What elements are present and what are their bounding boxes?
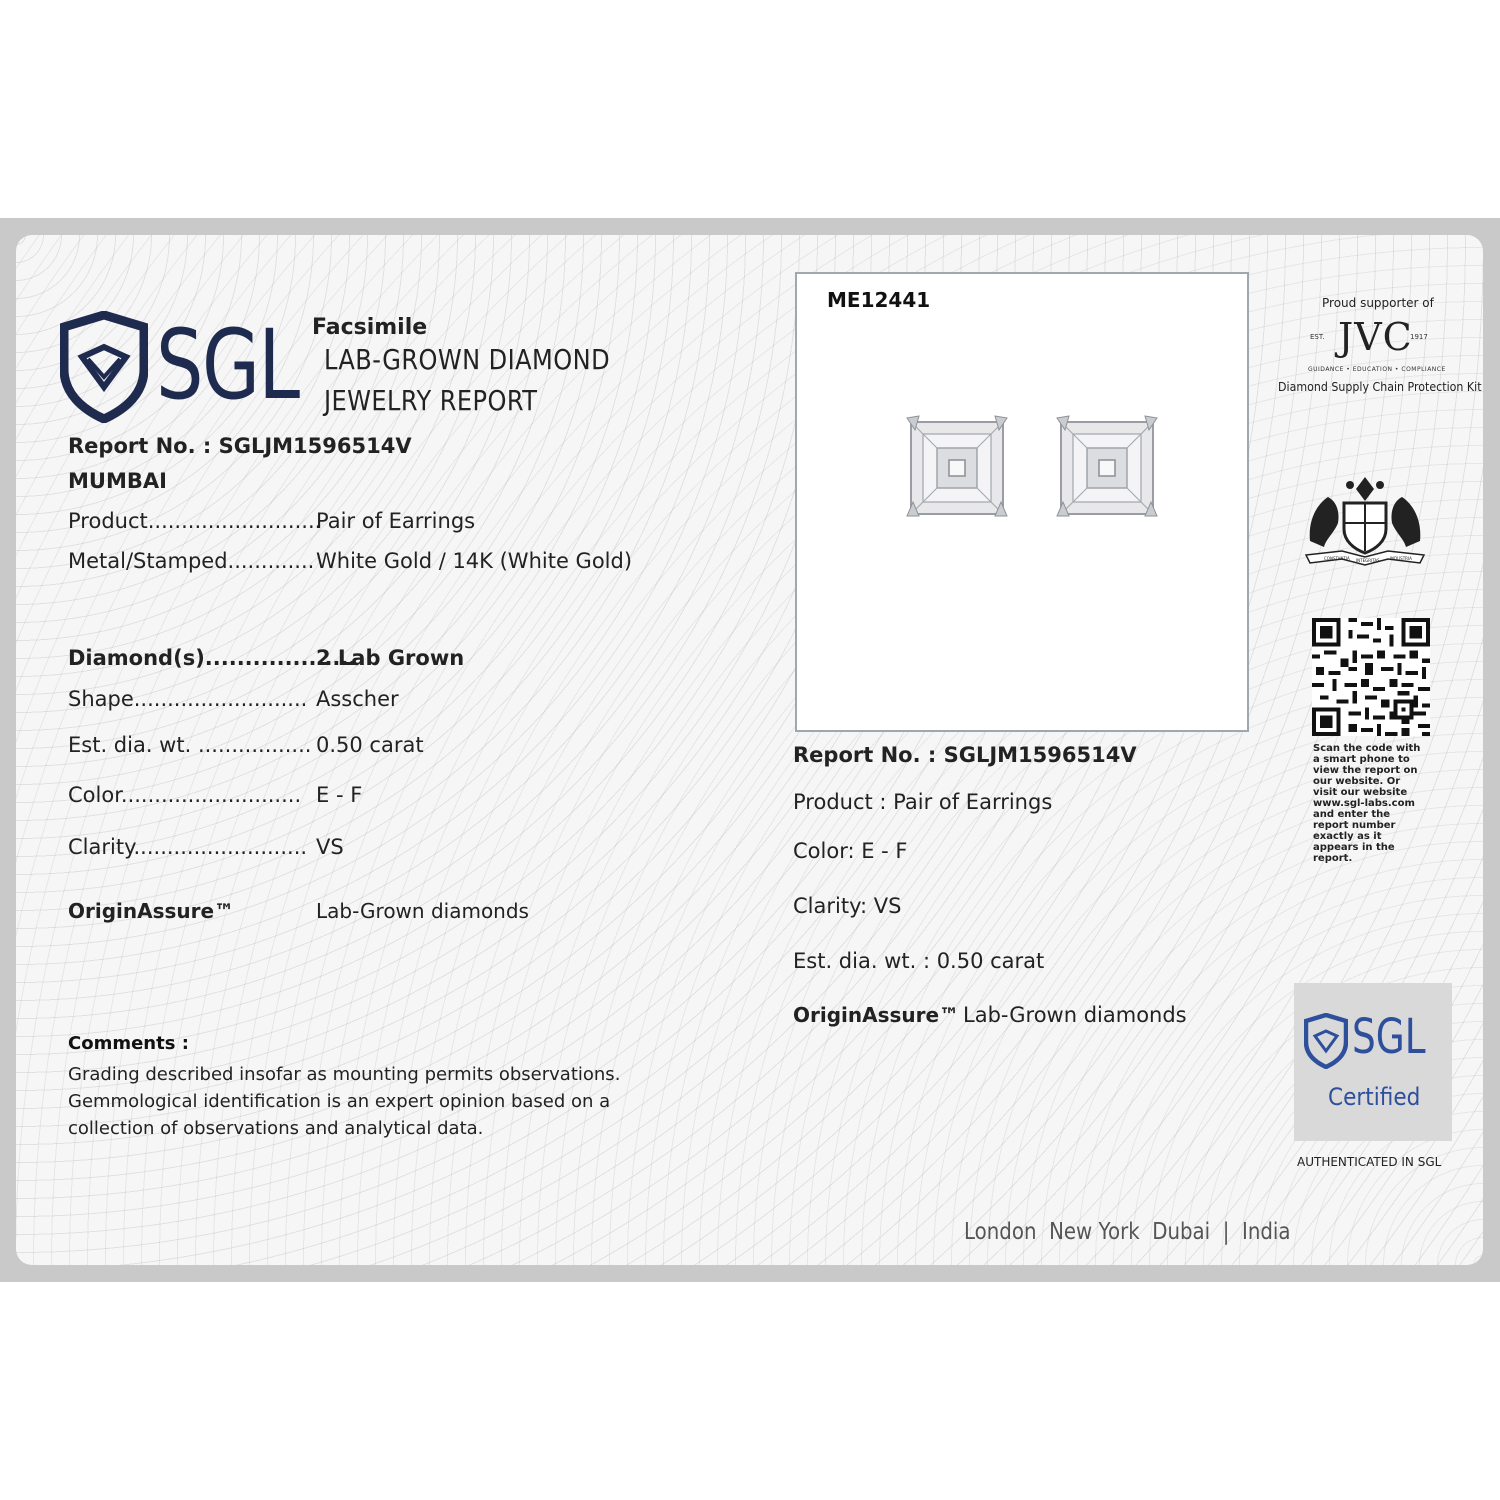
detail-value: White Gold / 14K (White Gold) xyxy=(316,549,633,573)
report-city: MUMBAI xyxy=(68,469,167,493)
detail-row-weight xyxy=(68,733,708,761)
detail-label: Product.......................... xyxy=(68,509,322,533)
jvc-motto: GUIDANCE • EDUCATION • COMPLIANCE xyxy=(1308,366,1446,373)
qr-caption: Scan the code with a smart phone to view the report on our website. Or visit our website www.sgl-labs.com and enter the report number exactly as it appears in the report. xyxy=(1313,743,1421,864)
crest-motto-right: INDUSTRIA xyxy=(1390,556,1412,561)
detail-label: Shape.......................... xyxy=(68,687,308,711)
right-report-number: Report No. : SGLJM1596514V xyxy=(793,743,1137,767)
facsimile-label: Facsimile xyxy=(312,315,428,340)
detail-value: Asscher xyxy=(316,687,399,711)
jvc-supporter-text: Proud supporter of xyxy=(1322,296,1434,310)
comments-title: Comments : xyxy=(68,1033,189,1054)
report-card xyxy=(16,235,1483,1265)
certified-shield-icon xyxy=(1304,1013,1348,1073)
detail-value: E - F xyxy=(316,783,363,807)
right-clarity: Clarity: VS xyxy=(793,894,902,918)
report-title-line1: LAB-GROWN DIAMOND xyxy=(324,343,611,376)
detail-row-metal xyxy=(68,549,708,577)
right-weight: Est. dia. wt. : 0.50 carat xyxy=(793,949,1045,973)
jvc-kit-text: Diamond Supply Chain Protection Kit xyxy=(1278,380,1482,394)
item-code: ME12441 xyxy=(827,288,931,312)
sgl-shield-icon xyxy=(60,311,148,427)
comment-line: Gemmological identification is an expert opinion based on a xyxy=(68,1091,611,1112)
right-origin xyxy=(793,1003,1233,1031)
office-locations: London New York Dubai | India xyxy=(964,1219,1291,1245)
certified-badge xyxy=(1294,983,1452,1141)
coat-of-arms-icon xyxy=(1302,471,1428,571)
detail-label: Clarity.......................... xyxy=(68,835,308,859)
right-origin-label: OriginAssure™ xyxy=(793,1003,960,1027)
detail-row-color xyxy=(68,783,708,811)
right-origin-value: Lab-Grown diamonds xyxy=(963,1003,1187,1027)
right-color: Color: E - F xyxy=(793,839,908,863)
detail-value: Lab-Grown diamonds xyxy=(316,899,529,923)
jvc-year: 1917 xyxy=(1410,333,1428,341)
report-title-line2: JEWELRY REPORT xyxy=(324,384,538,417)
detail-value: Pair of Earrings xyxy=(316,509,476,533)
jvc-est: EST. xyxy=(1310,333,1325,341)
comment-line: collection of observations and analytical data. xyxy=(68,1118,484,1139)
crest-motto-mid: INTEGRITAS xyxy=(1356,558,1380,563)
detail-label: Color........................... xyxy=(68,783,302,807)
jvc-logo xyxy=(1306,315,1436,365)
earring-right-image xyxy=(1055,414,1159,522)
detail-value: VS xyxy=(316,835,344,859)
earring-left-image xyxy=(905,414,1009,522)
certified-logo-text: SGL xyxy=(1352,1009,1426,1065)
report-number: Report No. : SGLJM1596514V xyxy=(68,434,412,458)
jewelry-photo-box xyxy=(795,272,1249,732)
detail-row-diamonds xyxy=(68,646,708,674)
sgl-logo-text: SGL xyxy=(156,309,299,421)
detail-label: OriginAssure™ xyxy=(68,899,235,923)
detail-label: Est. dia. wt. ................. xyxy=(68,733,312,757)
detail-row-clarity xyxy=(68,835,708,863)
comments-body xyxy=(68,1061,620,1142)
detail-value: 2 Lab Grown xyxy=(316,646,465,670)
certified-word: Certified xyxy=(1328,1083,1421,1111)
jvc-logo-text: JVC xyxy=(1338,315,1413,359)
detail-row-shape xyxy=(68,687,708,715)
authenticated-text: AUTHENTICATED IN SGL xyxy=(1297,1155,1442,1169)
comment-line: Grading described insofar as mounting permits observations. xyxy=(68,1064,621,1085)
qr-code-icon[interactable] xyxy=(1312,618,1430,740)
detail-row-origin xyxy=(68,899,708,927)
crest-motto-left: CONSTANTIA xyxy=(1324,556,1350,561)
detail-label: Metal/Stamped............. xyxy=(68,549,315,573)
detail-label: Diamond(s)................... xyxy=(68,646,357,670)
right-product: Product : Pair of Earrings xyxy=(793,790,1053,814)
detail-row-product xyxy=(68,509,708,537)
detail-value: 0.50 carat xyxy=(316,733,424,757)
